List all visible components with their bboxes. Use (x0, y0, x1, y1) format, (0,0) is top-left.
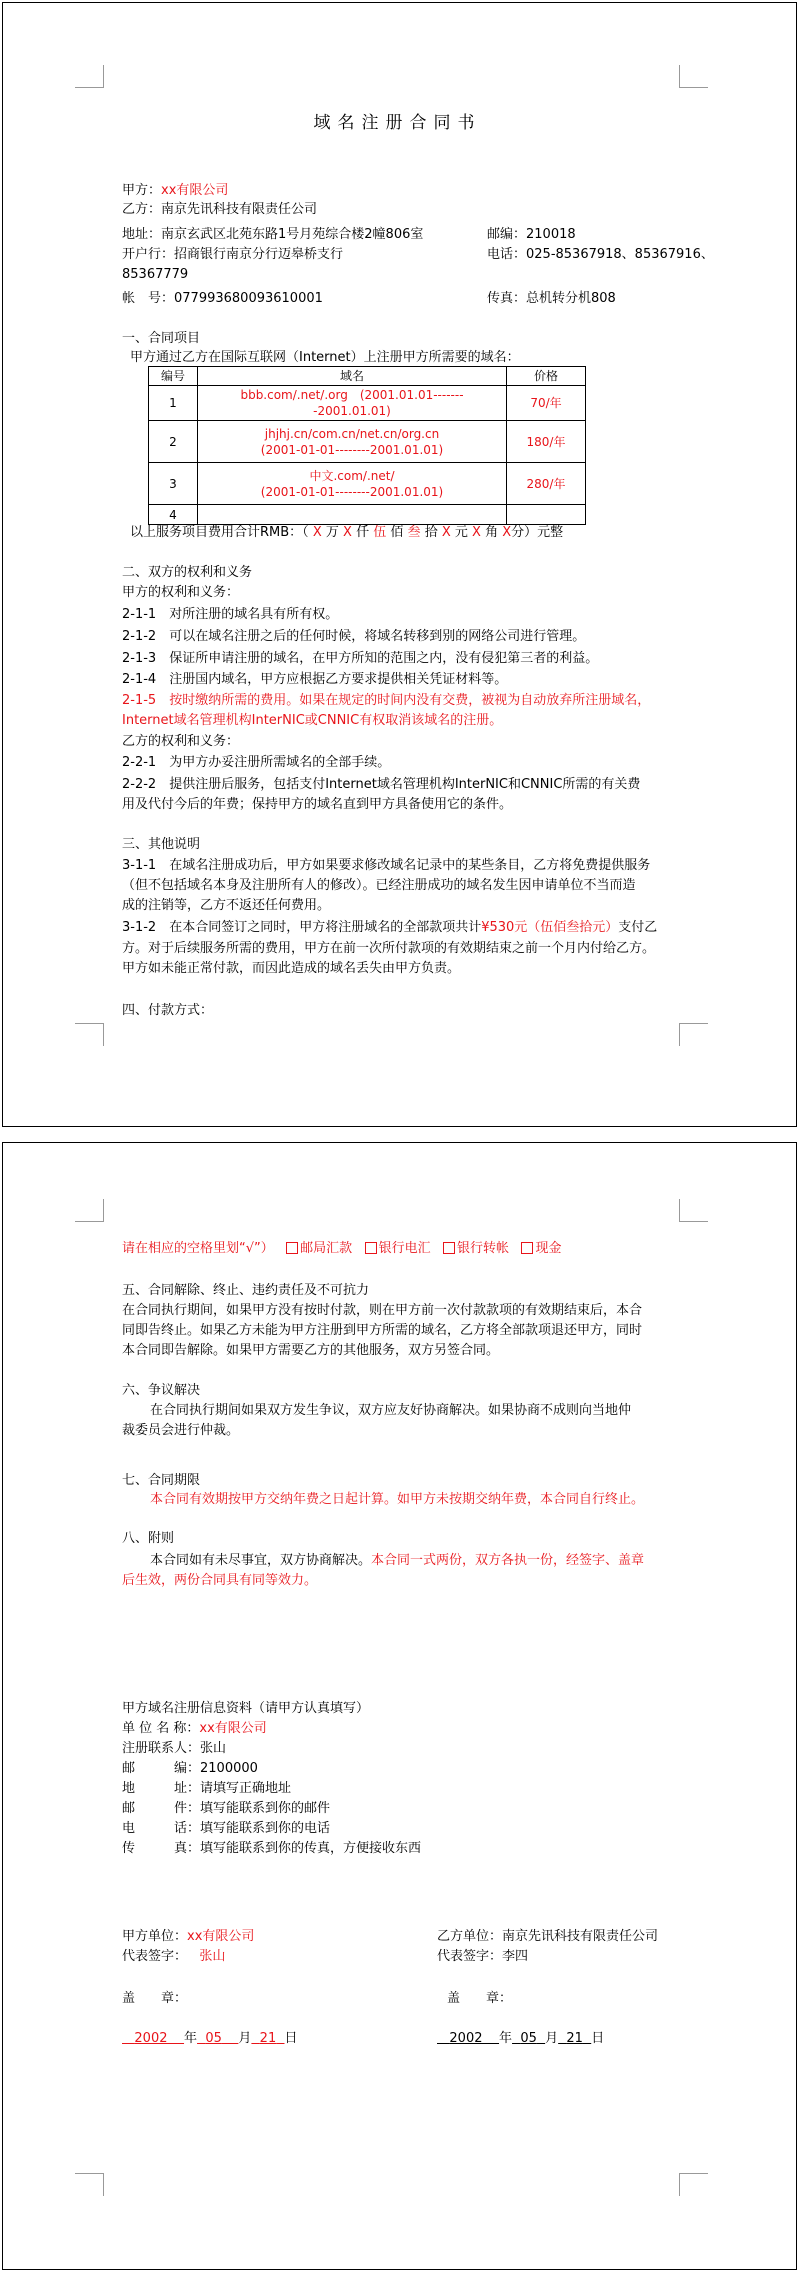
sign-a-unit: 甲方单位：xx有限公司 (122, 1929, 255, 1944)
row-no: 3 (149, 463, 198, 505)
s2-a-heading: 甲方的权利和义务： (122, 585, 240, 600)
s1-heading: 一、合同项目 (122, 331, 201, 346)
row-domain (198, 386, 507, 421)
col-no: 编号 (149, 367, 198, 386)
domain-text: bbb.com/.net/.org (2001.01.01--------2001.01.01) (240, 388, 464, 418)
sign-b-rep: 代表签字：李四 (437, 1949, 529, 1964)
info-mail: 邮 件：填写能联系到你的邮件 (122, 1801, 331, 1816)
s6-text-1: 在合同执行期间如果双方发生争议，双方应友好协商解决。如果协商不成则向当地仲 (150, 1403, 632, 1418)
table-row (149, 463, 586, 505)
s8-text-2: 后生效，两份合同具有同等效力。 (122, 1573, 318, 1588)
col-domain: 域名 (198, 367, 507, 386)
postcode: 邮编：210018 (487, 227, 576, 242)
party-b: 乙方：南京先讯科技有限责任公司 (122, 202, 318, 217)
s8-text-1: 本合同如有未尽事宜，双方协商解决。本合同一式两份，双方各执一份，经签字、盖章 (150, 1553, 645, 1568)
info-tel: 电 话：填写能联系到你的电话 (122, 1821, 331, 1836)
domain-table (148, 366, 586, 525)
s5-text-1: 在合同执行期间，如果甲方没有按时付款，则在甲方前一次付款款项的有效期结束后，本合 (122, 1303, 643, 1318)
s1-intro: 甲方通过乙方在国际互联网（Internet）上注册甲方所需要的域名： (130, 350, 520, 365)
crop-mark (679, 1023, 708, 1046)
fax: 传真：总机转分机808 (487, 291, 616, 306)
s5-text-3: 本合同即告解除。如果甲方需要乙方的其他服务，双方另签合同。 (122, 1343, 500, 1358)
row-price (507, 505, 586, 525)
phone: 电话：025-85367918、85367916、 (487, 247, 714, 262)
seal-b: 盖 章： (447, 1991, 513, 2006)
checkbox[interactable] (365, 1242, 377, 1254)
clause-2-1-1: 2-1-1 对所注册的域名具有所有权。 (122, 607, 339, 622)
clause-2-2-2: 2-2-2 提供注册后服务，包括支付Internet域名管理机构InterNIC和CNNIC所需的有关费 (122, 777, 641, 792)
info-postcode: 邮 编：2100000 (122, 1761, 258, 1776)
col-price: 价格 (507, 367, 586, 386)
clause-2-1-5-cont: Internet域名管理机构InterNIC或CNNIC有权取消该域名的注册。 (122, 713, 503, 728)
total-amount: 以上服务项目费用合计RMB：（ X 万 X 仟 伍 佰 叁 拾 X 元 X 角 X分）元整 (130, 525, 564, 540)
s2-heading: 二、双方的权利和义务 (122, 565, 253, 580)
row-price: 280/年 (507, 463, 586, 505)
sign-a-rep: 代表签字： 张山 (122, 1949, 226, 1964)
info-fax: 传 真：填写能联系到你的传真，方便接收东西 (122, 1841, 422, 1856)
row-domain (198, 463, 507, 505)
clause-3-1-1-cont2: 成的注销等，乙方不返还任何费用。 (122, 898, 331, 913)
row-price: 180/年 (507, 421, 586, 463)
row-domain (198, 505, 507, 525)
checkbox[interactable] (286, 1242, 298, 1254)
crop-mark (75, 1199, 104, 1222)
date-a: 2002 年 05 月 21 日 (134, 2031, 298, 2046)
table-row (149, 386, 586, 421)
s6-heading: 六、争议解决 (122, 1383, 201, 1398)
row-domain (198, 421, 507, 463)
clause-3-1-2-cont2: 甲方如未能正常付款，而因此造成的域名丢失由甲方负责。 (122, 961, 461, 976)
clause-3-1-1-cont: （但不包括域名本身及注册所有人的修改）。已经注册成功的域名发生因申请单位不当而造 (122, 878, 636, 893)
clause-2-1-5: 2-1-5 按时缴纳所需的费用。如果在规定的时间内没有交费，被视为自动放弃所注册域名， (122, 693, 651, 708)
sign-b-unit: 乙方单位：南京先讯科技有限责任公司 (437, 1929, 659, 1944)
seal-a: 盖 章： (122, 1991, 188, 2006)
crop-mark (75, 2173, 104, 2196)
domain-period: (2001-01-01--------2001.01.01) (260, 484, 444, 499)
table-header (149, 367, 586, 386)
phone-cont: 85367779 (122, 267, 189, 282)
party-a: 甲方：xx有限公司 (122, 183, 229, 198)
s6-text-2: 裁委员会进行仲裁。 (122, 1423, 240, 1438)
s2-b-heading: 乙方的权利和义务： (122, 734, 240, 749)
crop-mark (679, 2173, 708, 2196)
checkbox[interactable] (521, 1242, 533, 1254)
s5-heading: 五、合同解除、终止、违约责任及不可抗力 (122, 1283, 370, 1298)
info-unit: 单 位 名 称：xx有限公司 (122, 1721, 267, 1736)
info-address: 地 址：请填写正确地址 (122, 1781, 292, 1796)
crop-mark (75, 65, 104, 88)
row-no: 4 (149, 505, 198, 525)
clause-3-1-2: 3-1-2 在本合同签订之同时，甲方将注册域名的全部款项共计¥530元（伍佰叁拾元）支付乙 (122, 920, 658, 935)
clause-2-1-2: 2-1-2 可以在域名注册之后的任何时候，将域名转移到别的网络公司进行管理。 (122, 629, 586, 644)
row-no: 1 (149, 386, 198, 421)
clause-3-1-1: 3-1-1 在域名注册成功后，甲方如果要求修改域名记录中的某些条目，乙方将免费提供服务 (122, 858, 651, 873)
crop-mark (679, 65, 708, 88)
crop-mark (679, 1199, 708, 1222)
clause-3-1-2-cont: 方。对于后续服务所需的费用，甲方在前一次所付款项的有效期结束之前一个月内付给乙方。 (122, 941, 656, 956)
s5-text-2: 同即告终止。如果乙方未能为甲方注册到甲方所需的域名，乙方将全部款项退还甲方，同时 (122, 1323, 643, 1338)
row-no: 2 (149, 421, 198, 463)
bank: 开户行：招商银行南京分行迈皋桥支行 (122, 247, 344, 262)
table-row (149, 421, 586, 463)
info-heading: 甲方域名注册信息资料（请甲方认真填写） (122, 1701, 370, 1716)
s3-heading: 三、其他说明 (122, 837, 201, 852)
domain-text: jhjhj.cn/com.cn/net.cn/org.cn (264, 426, 440, 441)
clause-2-1-4: 2-1-4 注册国内域名，甲方应根据乙方要求提供相关凭证材料等。 (122, 672, 508, 687)
s7-heading: 七、合同期限 (122, 1473, 201, 1488)
crop-mark (75, 1023, 104, 1046)
clause-2-1-3: 2-1-3 保证所申请注册的域名，在甲方所知的范围之内，没有侵犯第三者的利益。 (122, 651, 599, 666)
s8-heading: 八、附则 (122, 1531, 175, 1546)
domain-text: 中文.com/.net/ (309, 468, 395, 483)
domain-period: (2001-01-01--------2001.01.01) (260, 442, 444, 457)
account: 帐 号：077993680093610001 (122, 291, 323, 306)
clause-2-2-1: 2-2-1 为甲方办妥注册所需域名的全部手续。 (122, 755, 391, 770)
contract-title: 域名注册合同书 (313, 113, 482, 133)
checkbox[interactable] (443, 1242, 455, 1254)
address: 地址：南京玄武区北苑东路1号月苑综合楼2幢806室 (122, 227, 424, 242)
row-price: 70/年 (507, 386, 586, 421)
payment-options: 请在相应的空格里划“√”） 邮局汇款 银行电汇 银行转帐 现金 (122, 1241, 562, 1256)
s7-text-1: 本合同有效期按甲方交纳年费之日起计算。如甲方未按期交纳年费，本合同自行终止。 (150, 1492, 645, 1507)
table-row (149, 505, 586, 525)
s4-heading: 四、付款方式： (122, 1003, 214, 1018)
date-b: 2002 年 05 月 21 日 (449, 2031, 605, 2046)
clause-2-2-2-cont: 用及代付今后的年费；保持甲方的域名直到甲方具备使用它的条件。 (122, 797, 513, 812)
info-contact: 注册联系人：张山 (122, 1741, 227, 1756)
